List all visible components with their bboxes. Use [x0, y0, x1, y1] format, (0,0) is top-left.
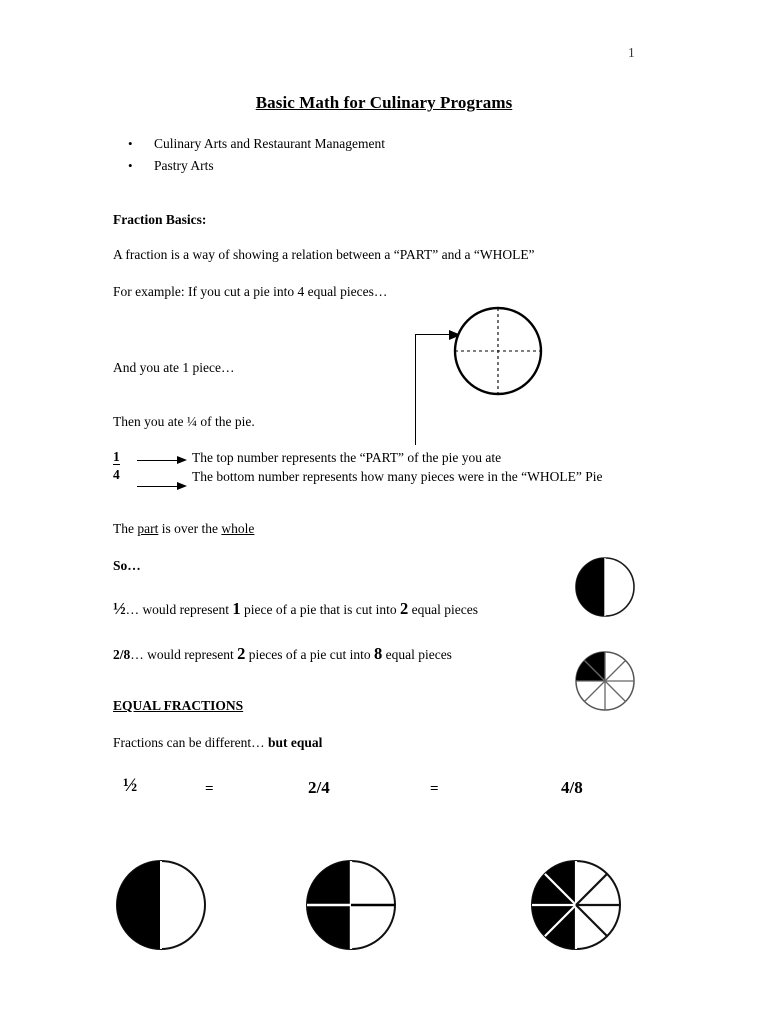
example-text-before: … would represent [125, 602, 233, 617]
fraction-numerator: 1 [113, 449, 120, 464]
equation-operator-1: = [205, 781, 214, 797]
pie-chart-icon [303, 855, 399, 955]
denominator-description: The bottom number represents how many pieces were in the “WHOLE” Pie [192, 469, 603, 484]
equal-fractions-equation [113, 775, 673, 809]
fraction-denominator: 4 [113, 467, 120, 482]
denominator-arrow [137, 482, 187, 491]
part-word: part [137, 521, 159, 536]
part-over-whole-prefix: The [113, 521, 138, 536]
pie-diagram-two-fourths-large [303, 855, 399, 955]
page-title [0, 93, 768, 113]
equal-fractions-heading [113, 698, 243, 714]
arrow-shaft [137, 460, 179, 461]
list-item-label: Pastry Arts [154, 158, 214, 173]
pie-chart-icon [573, 647, 637, 715]
pie-diagram-two-eighths-small [573, 647, 637, 715]
pie-chart-icon [573, 554, 637, 620]
for-example-text: For example: If you cut a pie into 4 equal pieces… [113, 284, 388, 299]
example-two-eighths-line [113, 644, 452, 664]
whole-word: whole [221, 521, 255, 536]
part-over-whole-middle: is over the [158, 521, 222, 536]
arrow-head-icon [177, 456, 187, 464]
list-item-label: Culinary Arts and Restaurant Management [154, 136, 385, 151]
equation-term-third: 4/8 [561, 778, 583, 797]
list-item [128, 136, 648, 158]
pie-chart-icon [113, 855, 209, 955]
pie-chart-icon [528, 855, 624, 955]
equation-term-second: 2/4 [308, 778, 330, 797]
example-denominator: 8 [373, 644, 383, 663]
example-fraction-one-half: ½ [113, 599, 126, 618]
page-number: 1 [628, 45, 635, 60]
bullet-icon: • [128, 136, 133, 151]
fraction-definition-text: A fraction is a way of showing a relation between a “PART” and a “WHOLE” [113, 247, 535, 262]
different-but-equal-bold: but equal [267, 735, 323, 750]
equation-operator-2: = [430, 781, 439, 797]
arrow-vertical-segment [415, 335, 416, 445]
example-text-after: equal pieces [408, 602, 478, 617]
arrow-horizontal-segment [415, 334, 451, 335]
so-label: So… [113, 558, 141, 573]
then-you-ate-text: Then you ate ¼ of the pie. [113, 414, 255, 429]
pie-diagram-one-half-small [573, 554, 637, 620]
different-but-equal-normal: Fractions can be different… [113, 735, 268, 750]
part-over-whole-text [113, 521, 254, 537]
pie-diagram-four-eighths-large [528, 855, 624, 955]
numerator-description: The top number represents the “PART” of the pie you ate [192, 450, 502, 465]
bullet-icon: • [128, 158, 133, 173]
example-text-middle: pieces of a pie cut into [245, 647, 374, 662]
example-one-half-line [113, 599, 478, 619]
arrow-shaft [137, 486, 179, 487]
numerator-arrow [137, 456, 187, 465]
pie-diagram-one-half-large [113, 855, 209, 955]
and-you-ate-text: And you ate 1 piece… [113, 360, 235, 375]
page-title-text: Basic Math for Culinary Programs [255, 93, 513, 112]
example-text-after: equal pieces [382, 647, 452, 662]
list-item [128, 158, 648, 180]
example-numerator: 1 [232, 599, 241, 618]
equation-term-first: ½ [123, 775, 138, 796]
fraction-basics-heading: Fraction Basics: [113, 212, 207, 227]
example-numerator: 2 [237, 644, 246, 663]
example-text-middle: piece of a pie that is cut into [240, 602, 400, 617]
example-denominator: 2 [400, 599, 409, 618]
different-but-equal-text [113, 735, 322, 751]
example-fraction-two-eighths: 2/8 [113, 647, 131, 662]
equal-fractions-heading-text: EQUAL FRACTIONS [113, 698, 244, 713]
program-list [128, 136, 648, 180]
pie-diagram-quarters-dashed [452, 302, 544, 400]
pie-chart-icon [452, 302, 544, 400]
example-text-before: … would represent [130, 647, 238, 662]
arrow-head-icon [177, 482, 187, 490]
